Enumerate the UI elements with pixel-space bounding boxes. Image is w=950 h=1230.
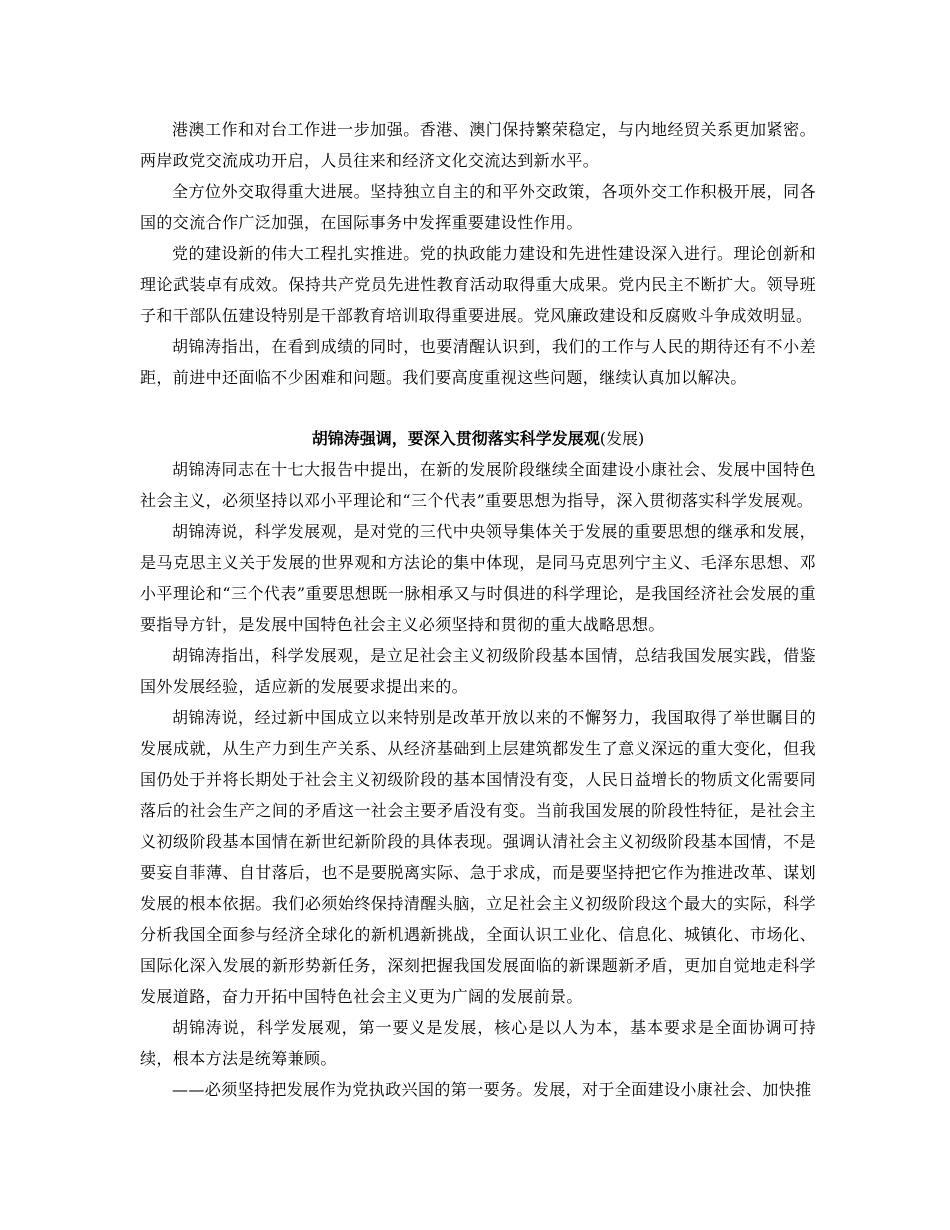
- section-heading: [140, 423, 816, 454]
- paragraph-party-building: 党的建设新的伟大工程扎实推进。党的执政能力建设和先进性建设深入进行。理论创新和理论武装卓有成效。保持共产党员先进性教育活动取得重大成果。党内民主不断扩大。领导班子和干部队伍建设特别是干部教育培训取得重要进展。党风廉政建设和反腐败斗争成效明显。: [140, 244, 816, 325]
- paragraph-national-conditions: 胡锦涛指出，科学发展观，是立足社会主义初级阶段基本国情，总结我国发展实践，借鉴国外发展经验，适应新的发展要求提出来的。: [140, 646, 816, 696]
- document-page: [140, 114, 816, 1105]
- section-heading-title: 胡锦涛强调，要深入贯彻落实科学发展观: [311, 429, 600, 448]
- paragraph-scientific-outlook: 胡锦涛说，科学发展观，是对党的三代中央领导集体关于发展的重要思想的继承和发展，是马克思主义关于发展的世界观和方法论的集中体现，是同马克思列宁主义、毛泽东思想、邓小平理论和“三个代表”重要思想既一脉相承又与时俱进的科学理论，是我国经济社会发展的重要指导方针，是发展中国特色社会主义必须坚持和贯彻的重大战略思想。: [140, 522, 816, 634]
- paragraph-report-intro: 胡锦涛同志在十七大报告中提出，在新的发展阶段继续全面建设小康社会、发展中国特色社会主义，必须坚持以邓小平理论和“三个代表”重要思想为指导，深入贯彻落实科学发展观。: [140, 460, 816, 510]
- paragraph-diplomacy: 全方位外交取得重大进展。坚持独立自主的和平外交政策，各项外交工作积极开展，同各国的交流合作广泛加强，在国际事务中发挥重要建设性作用。: [140, 182, 816, 232]
- paragraph-development-achievements: 胡锦涛说，经过新中国成立以来特别是改革开放以来的不懈努力，我国取得了举世瞩目的发展成就，从生产力到生产关系、从经济基础到上层建筑都发生了意义深远的重大变化，但我国仍处于并将长期处于社会主义初级阶段的基本国情没有变，人民日益增长的物质文化需要同落后的社会生产之间的矛盾这一社会主要矛盾没有变。当前我国发展的阶段性特征，是社会主义初级阶段基本国情在新世纪新阶段的具体表现。强调认清社会主义初级阶段基本国情，不是要妄自菲薄、自甘落后，也不是要脱离实际、急于求成，而是要坚持把它作为推进改革、谋划发展的根本依据。我们必须始终保持清醒头脑，立足社会主义初级阶段这个最大的实际，科学分析我国全面参与经济全球化的新机遇新挑战，全面认识工业化、信息化、城镇化、市场化、国际化深入发展的新形势新任务，深刻把握我国发展面临的新课题新矛盾，更加自觉地走科学发展道路，奋力开拓中国特色社会主义更为广阔的发展前景。: [140, 708, 816, 1006]
- paragraph-hk-macau-taiwan: 港澳工作和对台工作进一步加强。香港、澳门保持繁荣稳定，与内地经贸关系更加紧密。两岸政党交流成功开启，人员往来和经济文化交流达到新水平。: [140, 120, 816, 170]
- paragraph-first-essence: 胡锦涛说，科学发展观，第一要义是发展，核心是以人为本，基本要求是全面协调可持续，根本方法是统筹兼顾。: [140, 1018, 816, 1068]
- paragraph-first-priority: ——必须坚持把发展作为党执政兴国的第一要务。发展，对于全面建设小康社会、加快推: [172, 1080, 812, 1099]
- paragraph-challenges: 胡锦涛指出，在看到成绩的同时，也要清醒认识到，我们的工作与人民的期待还有不小差距，前进中还面临不少困难和问题。我们要高度重视这些问题，继续认真加以解决。: [140, 337, 816, 387]
- section-heading-suffix: (发展): [599, 429, 645, 448]
